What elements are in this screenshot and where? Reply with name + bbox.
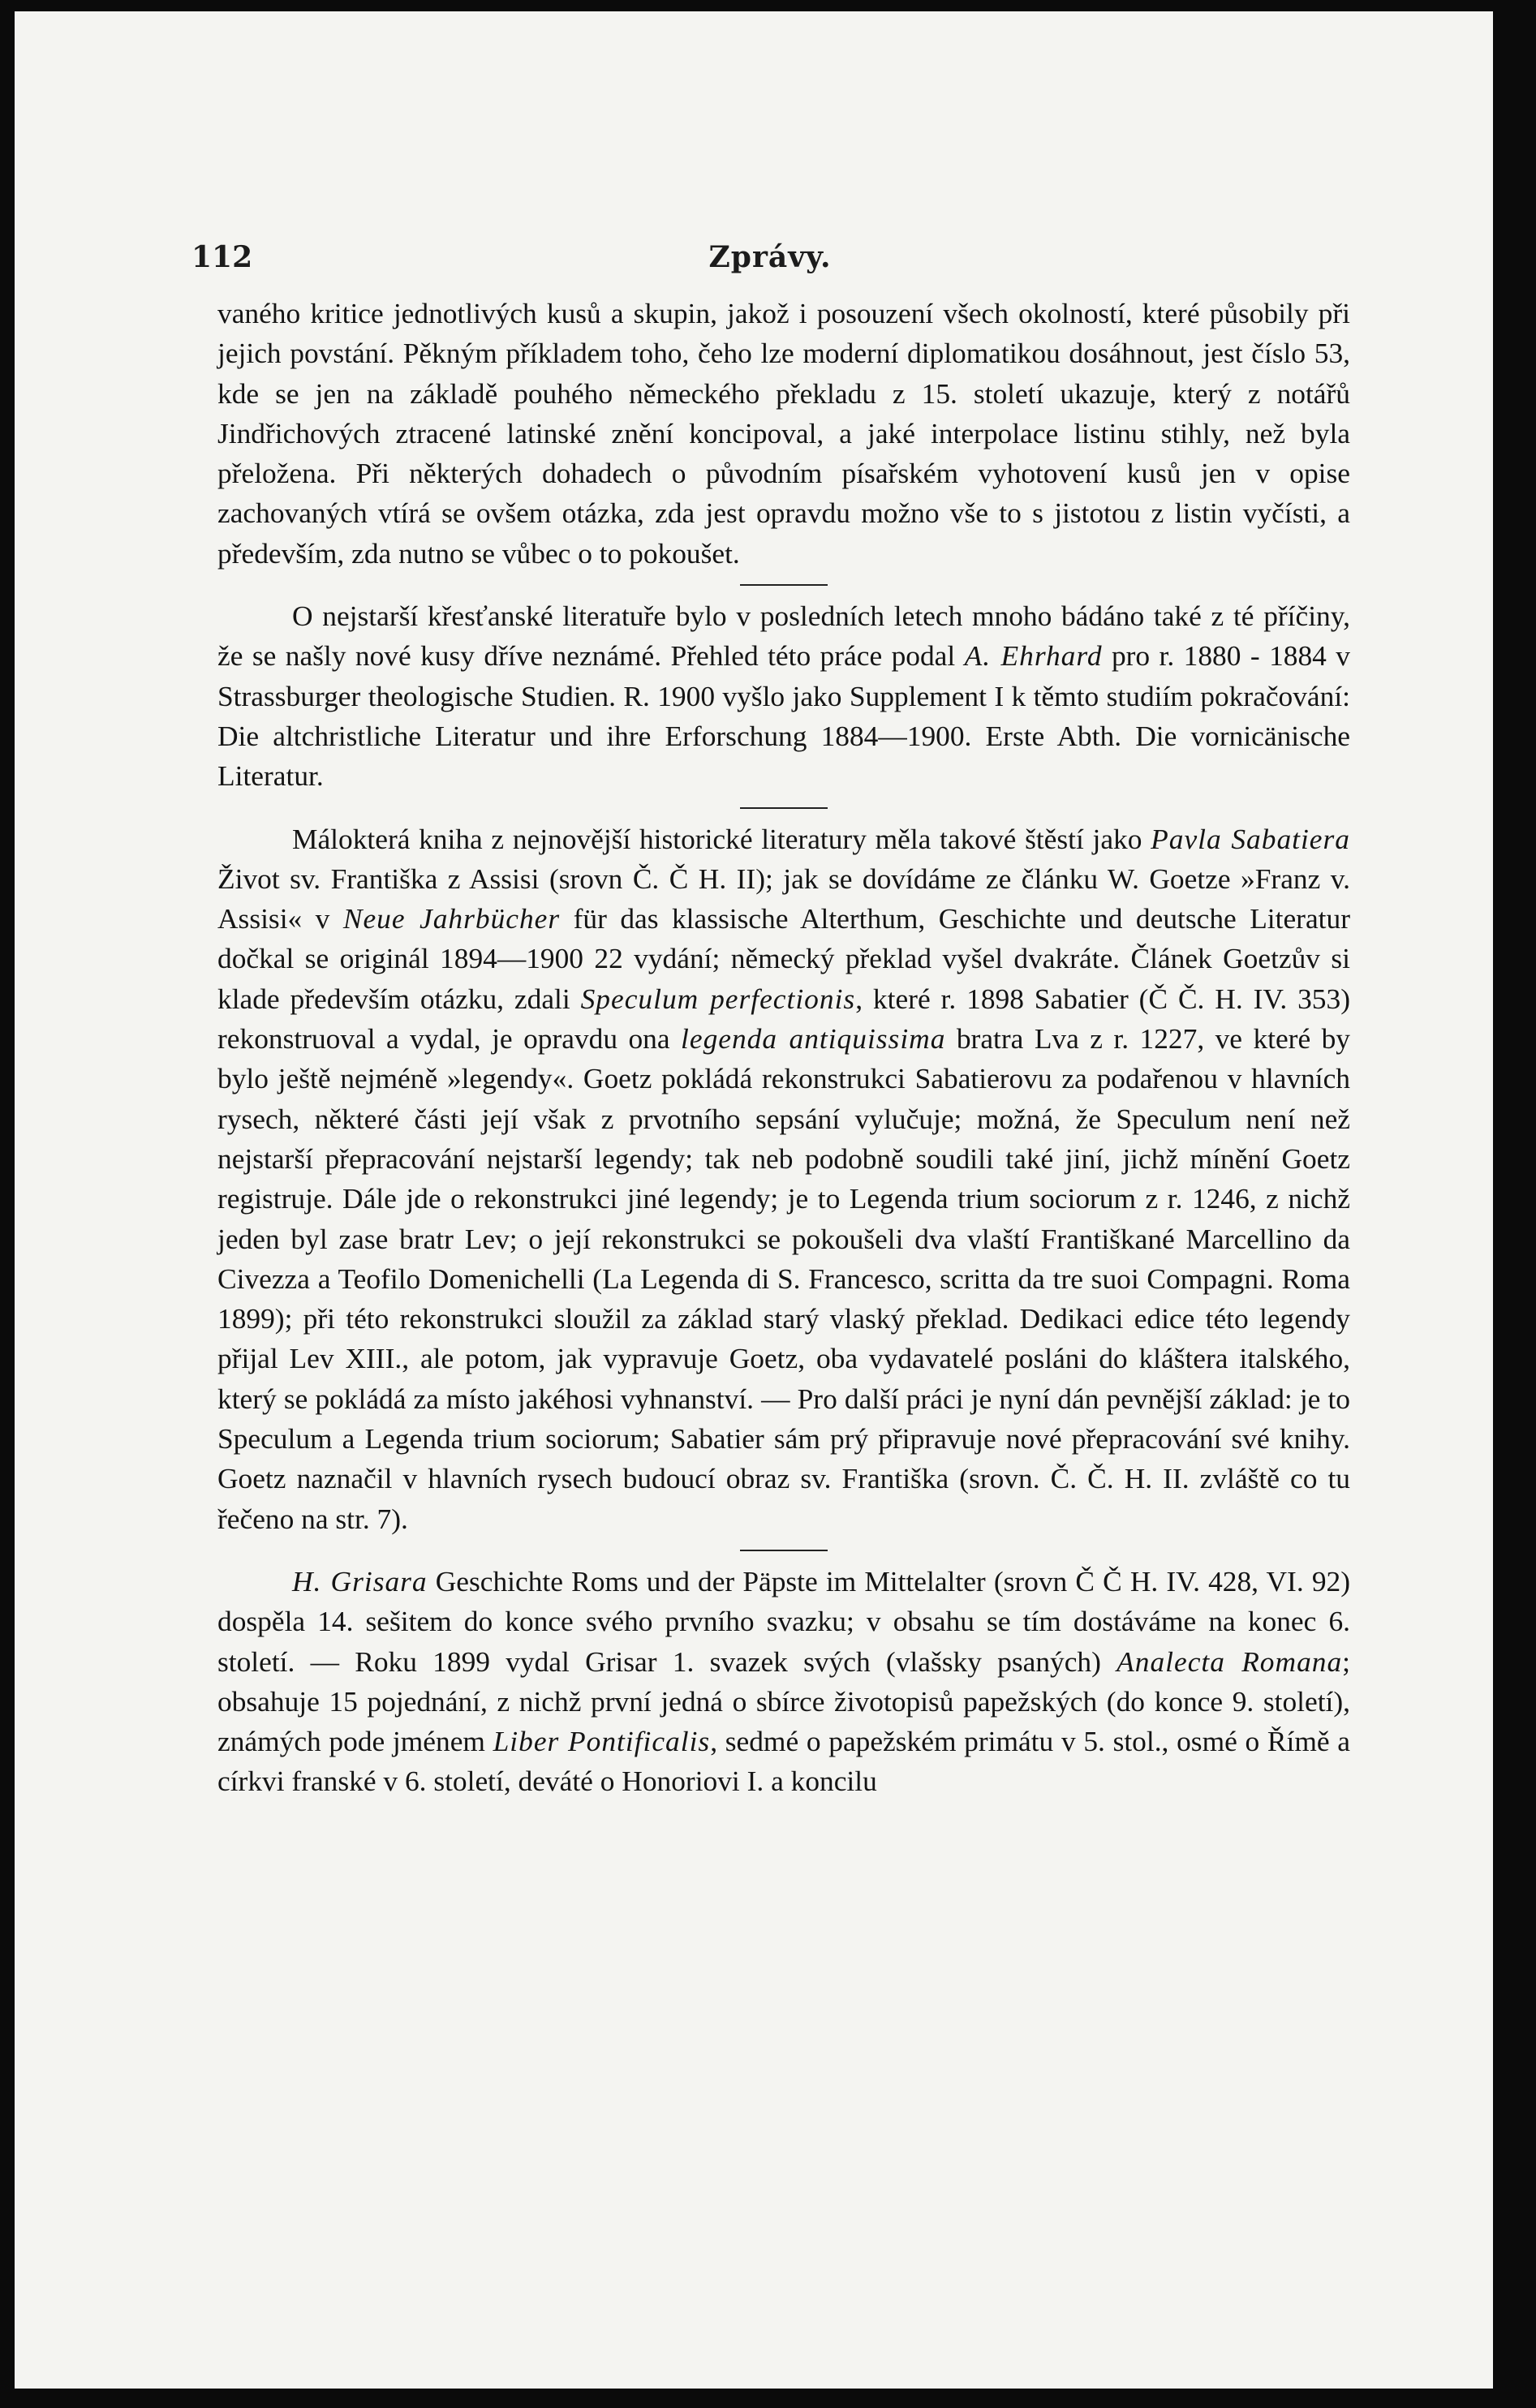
section-divider [740, 584, 828, 586]
paragraph-text: bratra Lva z r. 1227, ve které by bylo ještě nejméně »legendy«. Goetz pokládá rekonstrukci Sabatierovu za podařenou v hlavních rysech, některé části její však z prvotního sepsání vylučuje; možná, že Speculum není než nejstarší přepracování nejstarší legendy; tak neb podobně soudili také jiní, jichž mínění Goetz registruje. Dále jde o rekonstrukci jiné legendy; je to Legenda trium sociorum z r. 1246, z nichž jeden byl zase bratr Lev; o její rekonstrukci se pokoušeli dva vlaští Františkané Marcellino da Civezza a Teofilo Domenichelli (La Legenda di S. Francesco, scritta da tre suoi Compagni. Roma 1899); při této rekonstrukci sloužil za základ starý vlaský překlad. Dedikaci edice této legendy přijal Lev XIII., ale potom, jak vypravuje Goetz, oba vydavatelé posláni do kláštera italského, který se pokládá za místo jakéhosi vyhnanství. — Pro další práci je nyní dán pevnější základ: je to Speculum a Legenda trium sociorum; Sabatier sám prý připravuje nové přepracování své knihy. Goetz naznačil v hlavních rysech budoucí obraz sv. Františka (srovn. Č. Č. H. II. zvláště co tu řečeno na str. 7). [217, 1022, 1351, 1535]
paragraph-text: O nejstarší křesťanské literatuře bylo v posledních letech mnoho bádáno také z té příčiny, že se našly nové kusy dříve neznámé. Přehled této práce podal [217, 600, 1350, 673]
paragraph-diplomatics [217, 294, 1350, 574]
section-divider [740, 1550, 828, 1551]
page-number: 112 [191, 240, 253, 274]
page-header [191, 240, 1349, 274]
paragraph-text: Málokterá kniha z nejnovější historické literatury měla takové štěstí jako [292, 822, 1151, 855]
text-block [217, 294, 1350, 1802]
work-title: legenda antiquissima [681, 1022, 946, 1056]
author-name: A. Ehrhard [964, 639, 1103, 673]
author-name: H. Grisara [292, 1564, 428, 1597]
paragraph-sabatier [217, 819, 1350, 1539]
paragraph-grisar [217, 1562, 1350, 1802]
paragraph-text: Geschichte Roms und der Päpste im Mittelalter (srovn Č Č H. IV. 428, VI. 92) dospěla 14. sešitem do konce svého prvního svazku; v obsahu se tím dostáváme na konec 6. století. — Roku 1899 vydal Grisar 1. svazek svých (vlašsky psaných) [217, 1564, 1350, 1678]
journal-title: Neue Jahrbücher [342, 902, 561, 935]
paragraph-text: ; obsahuje 15 pojednání, z nichž první jedná o sbírce životopisů papežských (do konce 9. století), známých pode jménem [217, 1645, 1350, 1758]
paragraph-text: für das klassische Alterthum, Geschichte und deutsche Literatur dočkal se originál 1894—1900 22 vydání; německý překlad vyšel dvakráte. Článek Goetzův si klade především otázku, zdali [217, 902, 1350, 1015]
paragraph-text: Život sv. Františka z Assisi (srovn Č. Č H. II); jak se dovídáme ze článku W. Goetze »Franz v. Assisi« v [217, 862, 1350, 935]
paragraph-text: vaného kritice jednotlivých kusů a skupin, jakož i posouzení všech okolností, které působily při jejich povstání. Pěkným příkladem toho, čeho lze moderní diplomatikou dosáhnout, jest číslo 53, kde se jen na základě pouhého německého překladu z 15. století ukazuje, který z notářů Jindřichových ztracené latinské znění koncipoval, a jaké interpolace listinu stihly, než byla přeložena. Při některých dohadech o původním písařském vyhotovení kusů jen v opise zachovaných vtírá se ovšem otázka, zda jest opravdu možno vše to s jistotou z listin vyčísti, a především, zda nutno se vůbec o to pokoušet. [217, 297, 1350, 570]
work-title: Analecta Romana [1117, 1645, 1343, 1678]
paragraph-christian-literature [217, 596, 1350, 796]
paragraph-text: pro r. 1880 - 1884 v Strassburger theologische Studien. R. 1900 vyšlo jako Supplement I k těmto studiím pokračování: Die altchristliche Literatur und ihre Erforschung 1884—1900. Erste Abth. Die vornicänische Literatur. [217, 639, 1350, 793]
section-divider [740, 807, 828, 809]
work-title: Liber Pontificalis [493, 1725, 711, 1758]
paragraph-text: , sedmé o papežském primátu v 5. stol., osmé o Římě a církvi franské v 6. století, deváté o Honoriovi I. a koncilu [217, 1725, 1350, 1798]
scanned-page [15, 11, 1493, 2389]
running-title: Zprávy. [708, 240, 832, 274]
paragraph-text: , které r. 1898 Sabatier (Č Č. H. IV. 353) rekonstruoval a vydal, je opravdu ona [217, 982, 1350, 1056]
author-name: Pavla Sabatiera [1151, 822, 1350, 855]
work-title: Speculum perfectionis [580, 982, 856, 1015]
